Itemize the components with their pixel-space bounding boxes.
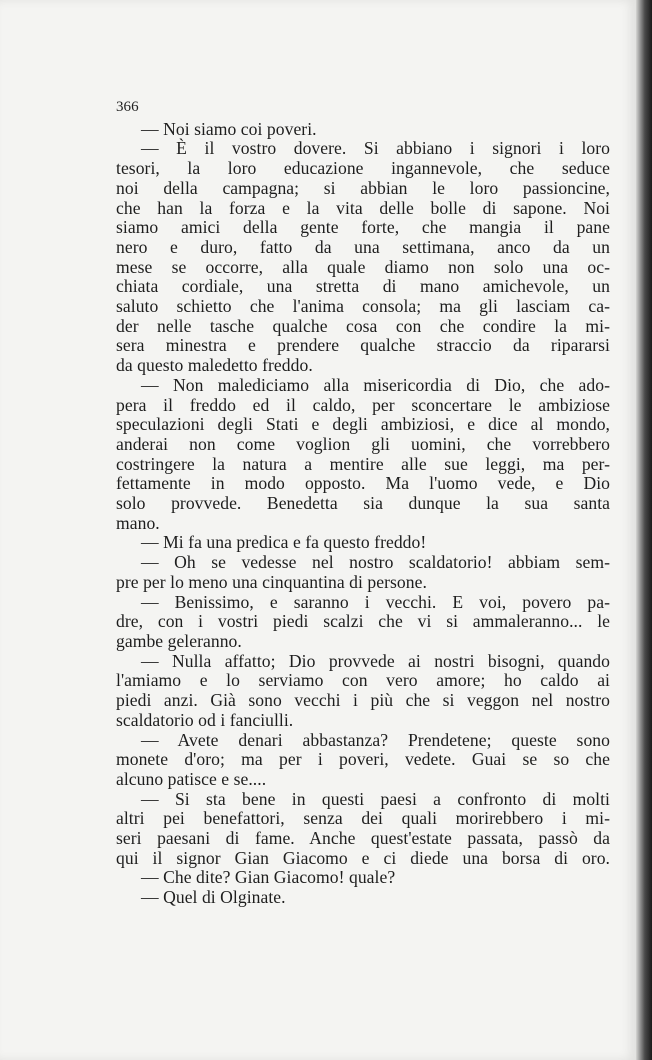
text-line: nero e duro, fatto da una settimana, anco da un bbox=[116, 236, 610, 257]
text-line: — Quel di Olginate. bbox=[141, 887, 286, 908]
text-line: — Oh se vedesse nel nostro scaldatorio! abbiam sem- bbox=[141, 552, 610, 573]
text-line: chiata cordiale, una stretta di mano amichevole, un bbox=[116, 276, 610, 297]
text-line: l'amiamo e lo serviamo con vero amore; ho caldo ai bbox=[116, 670, 610, 691]
text-line: — Non malediciamo alla misericordia di Dio, che ado- bbox=[141, 374, 610, 395]
text-line: der nelle tasche qualche cosa con che condire la mi- bbox=[116, 315, 610, 336]
text-line: — Che dite? Gian Giacomo! quale? bbox=[141, 867, 396, 888]
page-number: 366 bbox=[116, 99, 139, 115]
binding-shadow bbox=[636, 0, 652, 1060]
text-line: — Avete denari abbastanza? Prendetene; queste sono bbox=[141, 729, 610, 750]
text-line: solo provvede. Benedetta sia dunque la sua santa bbox=[116, 493, 610, 514]
text-line: speculazioni degli Stati e degli ambiziosi, e dice al mondo, bbox=[116, 414, 610, 435]
text-line: siamo amici della gente forte, che mangia il pane bbox=[116, 217, 610, 238]
text-line: piedi anzi. Già sono vecchi i più che si veggon nel nostro bbox=[116, 690, 610, 711]
text-line: seri paesani di fame. Anche quest'estate passata, passò da bbox=[116, 828, 610, 849]
text-line: alcuno patisce e se.... bbox=[116, 768, 267, 789]
text-line: fettamente in modo opposto. Ma l'uomo vede, e Dio bbox=[116, 473, 610, 494]
text-line: saluto schietto che l'anima consola; ma gli lasciam ca- bbox=[116, 296, 610, 317]
text-line: pre per lo meno una cinquantina di persone. bbox=[116, 571, 427, 592]
text-line: scaldatorio od i fanciulli. bbox=[116, 709, 294, 730]
text-line: altri pei benefattori, senza dei quali morirebbero i mi- bbox=[116, 808, 610, 829]
text-line: gambe geleranno. bbox=[116, 630, 242, 651]
text-line: qui il signor Gian Giacomo e ci diede una borsa di oro. bbox=[116, 847, 610, 868]
text-line: — Si sta bene in questi paesi a confronto di molti bbox=[141, 788, 610, 809]
page-text bbox=[116, 98, 610, 908]
text-line: tesori, la loro educazione ingannevole, che seduce bbox=[116, 158, 610, 179]
text-line: — Nulla affatto; Dio provvede ai nostri bisogni, quando bbox=[141, 650, 610, 671]
text-line: mano. bbox=[116, 512, 160, 533]
text-line: da questo maledetto freddo. bbox=[116, 355, 313, 376]
text-line: costringere la natura a mentire alle sue leggi, ma per- bbox=[116, 453, 610, 474]
text-line: anderai non come voglion gli uomini, che vorrebbero bbox=[116, 433, 610, 454]
text-line: noi della campagna; si abbian le loro passioncine, bbox=[116, 177, 610, 198]
text-line: dre, con i vostri piedi scalzi che vi si ammaleranno... le bbox=[116, 611, 610, 632]
text-line: mese se occorre, alla quale diamo non solo una oc- bbox=[116, 256, 610, 277]
text-line: pera il freddo ed il caldo, per sconcertare le ambiziose bbox=[116, 394, 610, 415]
text-line: — Benissimo, e saranno i vecchi. E voi, povero pa- bbox=[141, 591, 610, 612]
text-line: sera minestra e prendere qualche straccio da ripararsi bbox=[116, 335, 610, 356]
text-line: — Mi fa una predica e fa questo freddo! bbox=[141, 532, 427, 553]
text-line: che han la forza e la vita delle bolle di sapone. Noi bbox=[116, 197, 610, 218]
text-line: monete d'oro; ma per i poveri, vedete. Guai se so che bbox=[116, 749, 610, 770]
text-line: — Noi siamo coi poveri. bbox=[141, 118, 317, 139]
text-line: — È il vostro dovere. Si abbiano i signori i loro bbox=[141, 138, 610, 159]
